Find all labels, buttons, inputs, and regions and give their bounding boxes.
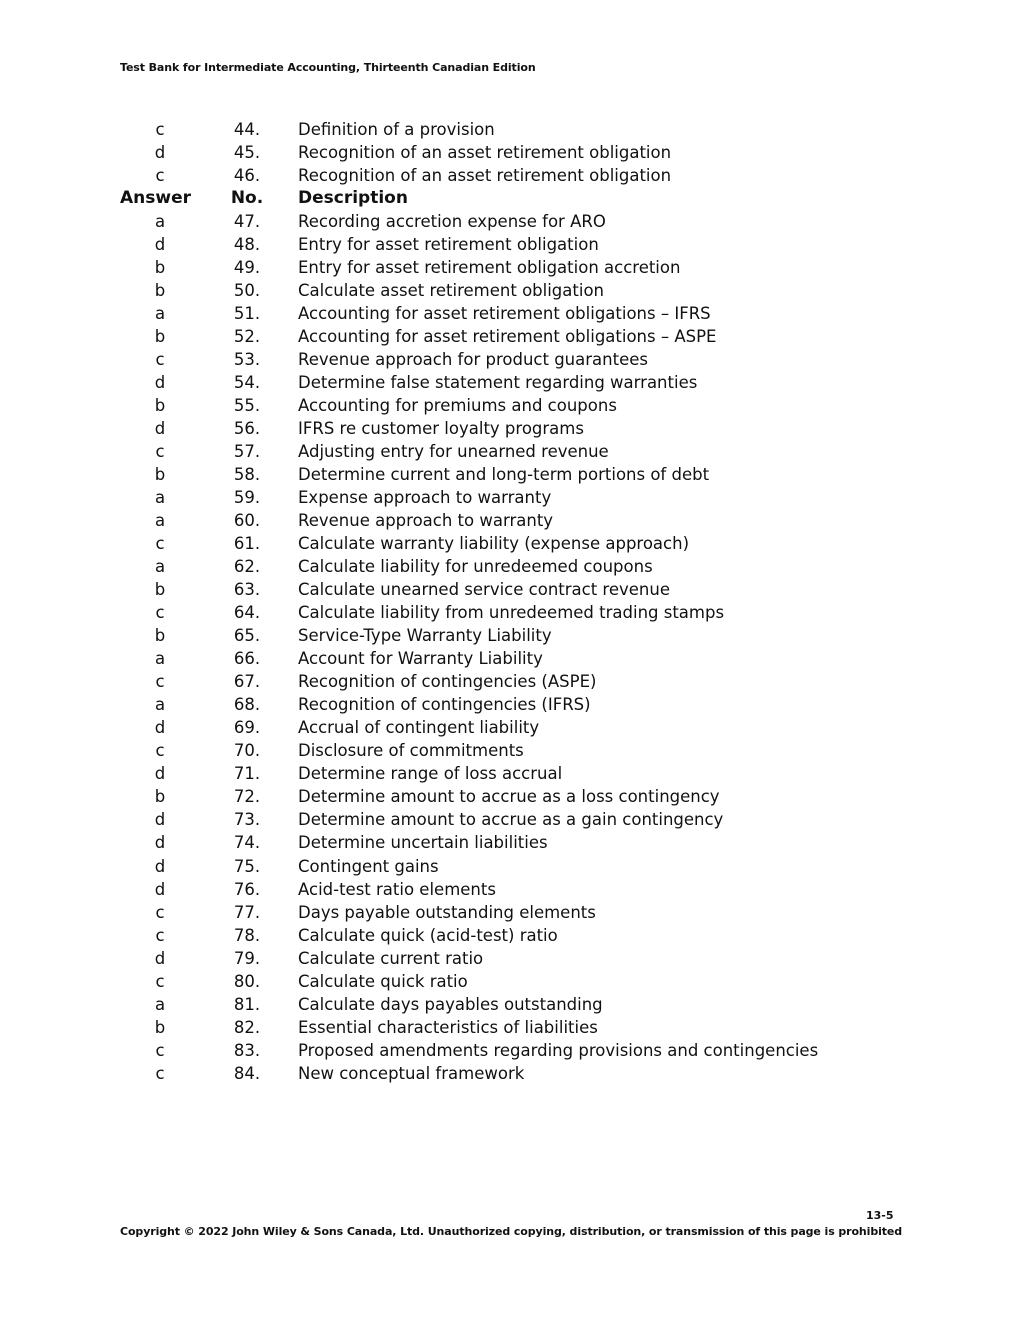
answer-cell: b [154,327,166,347]
answer-cell: c [155,902,165,922]
number-cell: 53. [233,350,261,370]
table-row [0,739,1020,762]
number-cell: 71. [233,764,261,784]
description-cell: Revenue approach to warranty [298,511,554,531]
copyright-footer: Copyright © 2022 John Wiley & Sons Canada, Ltd. Unauthorized copying, distribution, or transmission of this page is prohibited [120,1225,903,1238]
number-cell: 45. [233,143,261,163]
answer-cell: d [154,718,166,738]
description-cell: Calculate current ratio [298,948,484,968]
table-row [0,555,1020,578]
description-cell: Proposed amendments regarding provisions and contingencies [298,1040,819,1060]
description-cell: Accrual of contingent liability [298,718,540,738]
table-row [0,1039,1020,1062]
number-cell: 49. [233,258,261,278]
description-cell: Accounting for asset retirement obligations – IFRS [298,304,711,324]
number-cell: 69. [233,718,261,738]
rows-before-heading [0,118,1020,187]
description-cell: Acid-test ratio elements [298,879,496,899]
description-cell: New conceptual framework [298,1063,525,1083]
description-cell: Disclosure of commitments [298,741,524,761]
running-header: Test Bank for Intermediate Accounting, Thirteenth Canadian Edition [120,61,536,74]
answer-cell: d [154,879,166,899]
rows-after-heading [0,210,1020,1085]
answer-cell: d [154,856,166,876]
answer-cell: d [154,764,166,784]
number-cell: 72. [233,787,261,807]
table-row [0,601,1020,624]
answer-cell: b [154,281,166,301]
table-row [0,440,1020,463]
answer-cell: c [155,442,165,462]
number-cell: 50. [233,281,261,301]
description-cell: Entry for asset retirement obligation [298,235,599,255]
number-cell: 68. [233,695,261,715]
table-row [0,509,1020,532]
answer-cell: c [155,120,165,139]
table-row [0,486,1020,509]
table-row [0,716,1020,739]
table-row [0,164,1020,187]
number-column-header: No. [230,188,264,209]
table-row [0,901,1020,924]
answer-cell: a [154,304,166,324]
number-cell: 70. [233,741,261,761]
answer-cell: a [154,488,166,508]
number-cell: 83. [233,1040,261,1060]
answer-cell: a [154,212,166,232]
number-cell: 57. [233,442,261,462]
answer-cell: a [154,557,166,577]
number-cell: 48. [233,235,261,255]
number-cell: 78. [233,925,261,945]
answer-cell: d [154,810,166,830]
description-cell: Days payable outstanding elements [298,902,596,922]
number-cell: 77. [233,902,261,922]
answer-cell: c [155,971,165,991]
number-cell: 56. [233,419,261,439]
answer-cell: d [154,833,166,853]
number-cell: 73. [233,810,261,830]
number-cell: 47. [233,212,261,232]
column-header-row [0,187,1020,210]
number-cell: 52. [233,327,261,347]
number-cell: 81. [233,994,261,1014]
answer-cell: d [154,235,166,255]
description-cell: Calculate warranty liability (expense approach) [298,534,690,554]
answer-cell: d [154,143,166,163]
table-row [0,993,1020,1016]
answer-cell: b [154,1017,166,1037]
description-cell: Definition of a provision [298,120,495,139]
number-cell: 65. [233,626,261,646]
answer-cell: c [155,350,165,370]
answer-cell: c [155,534,165,554]
table-row [0,233,1020,256]
description-cell: Recording accretion expense for ARO [298,212,606,232]
table-row [0,670,1020,693]
number-cell: 61. [233,534,261,554]
answer-cell: b [154,465,166,485]
number-cell: 63. [233,580,261,600]
table-row [0,878,1020,901]
description-cell: Revenue approach for product guarantees [298,350,648,370]
number-cell: 54. [233,373,261,393]
answer-cell: a [154,695,166,715]
table-row [0,924,1020,947]
table-row [0,693,1020,716]
table-row [0,785,1020,808]
answer-cell: c [155,741,165,761]
answer-cell: d [154,948,166,968]
table-row [0,624,1020,647]
description-cell: Determine current and long-term portions of debt [298,465,710,485]
table-row [0,417,1020,440]
description-cell: Calculate liability from unredeemed trading stamps [298,603,725,623]
answer-cell: b [154,396,166,416]
number-cell: 62. [233,557,261,577]
answer-cell: d [154,373,166,393]
table-row [0,371,1020,394]
answer-cell: c [155,672,165,692]
number-cell: 55. [233,396,261,416]
table-row [0,855,1020,878]
number-cell: 64. [233,603,261,623]
table-row [0,808,1020,831]
description-cell: Service-Type Warranty Liability [298,626,552,646]
number-cell: 75. [233,856,261,876]
description-cell: Essential characteristics of liabilities [298,1017,598,1037]
answer-cell: b [154,787,166,807]
answer-column-header: Answer [120,188,191,209]
number-cell: 67. [233,672,261,692]
answer-cell: c [155,925,165,945]
number-cell: 74. [233,833,261,853]
table-row [0,463,1020,486]
table-row [0,1016,1020,1039]
number-cell: 84. [233,1063,261,1083]
table-row [0,762,1020,785]
number-cell: 66. [233,649,261,669]
description-cell: Account for Warranty Liability [298,649,543,669]
table-row [0,970,1020,993]
page-number: 13-5 [866,1209,894,1222]
description-cell: Calculate quick (acid-test) ratio [298,925,558,945]
description-cell: Recognition of contingencies (IFRS) [298,695,591,715]
number-cell: 76. [233,879,261,899]
number-cell: 82. [233,1017,261,1037]
description-cell: Determine amount to accrue as a loss contingency [298,787,720,807]
description-cell: Contingent gains [298,856,439,876]
description-cell: Determine false statement regarding warranties [298,373,698,393]
description-cell: IFRS re customer loyalty programs [298,419,584,439]
table-row [0,947,1020,970]
number-cell: 58. [233,465,261,485]
table-row [0,1062,1020,1085]
table-row [0,532,1020,555]
answer-cell: c [155,1063,165,1083]
number-cell: 79. [233,948,261,968]
table-row [0,394,1020,417]
description-cell: Calculate unearned service contract revenue [298,580,670,600]
description-cell: Calculate days payables outstanding [298,994,603,1014]
answer-cell: b [154,626,166,646]
answer-cell: b [154,580,166,600]
description-cell: Determine uncertain liabilities [298,833,548,853]
table-row [0,647,1020,670]
description-cell: Entry for asset retirement obligation accretion [298,258,681,278]
table-row [0,210,1020,233]
description-cell: Determine range of loss accrual [298,764,563,784]
table-row [0,578,1020,601]
answer-cell: c [155,1040,165,1060]
table-row [0,141,1020,164]
description-cell: Accounting for premiums and coupons [298,396,617,416]
number-cell: 60. [233,511,261,531]
description-cell: Recognition of an asset retirement obligation [298,143,672,163]
number-cell: 51. [233,304,261,324]
answer-cell: c [155,166,165,186]
description-cell: Calculate quick ratio [298,971,468,991]
description-cell: Determine amount to accrue as a gain contingency [298,810,724,830]
description-cell: Calculate asset retirement obligation [298,281,604,301]
number-cell: 44. [233,120,261,139]
answer-cell: c [155,603,165,623]
table-row [0,302,1020,325]
description-cell: Recognition of an asset retirement obligation [298,166,672,186]
number-cell: 59. [233,488,261,508]
description-cell: Accounting for asset retirement obligations – ASPE [298,327,717,347]
number-cell: 46. [233,166,261,186]
answer-cell: a [154,649,166,669]
answer-cell: a [154,994,166,1014]
table-row [0,118,1020,141]
description-cell: Calculate liability for unredeemed coupons [298,557,653,577]
table-row [0,348,1020,371]
table-row [0,256,1020,279]
description-cell: Recognition of contingencies (ASPE) [298,672,597,692]
number-cell: 80. [233,971,261,991]
answer-key-list [0,118,1020,1085]
answer-cell: b [154,258,166,278]
description-cell: Expense approach to warranty [298,488,552,508]
answer-cell: a [154,511,166,531]
description-cell: Adjusting entry for unearned revenue [298,442,609,462]
answer-cell: d [154,419,166,439]
description-column-header: Description [298,188,408,209]
table-row [0,831,1020,854]
table-row [0,279,1020,302]
table-row [0,325,1020,348]
